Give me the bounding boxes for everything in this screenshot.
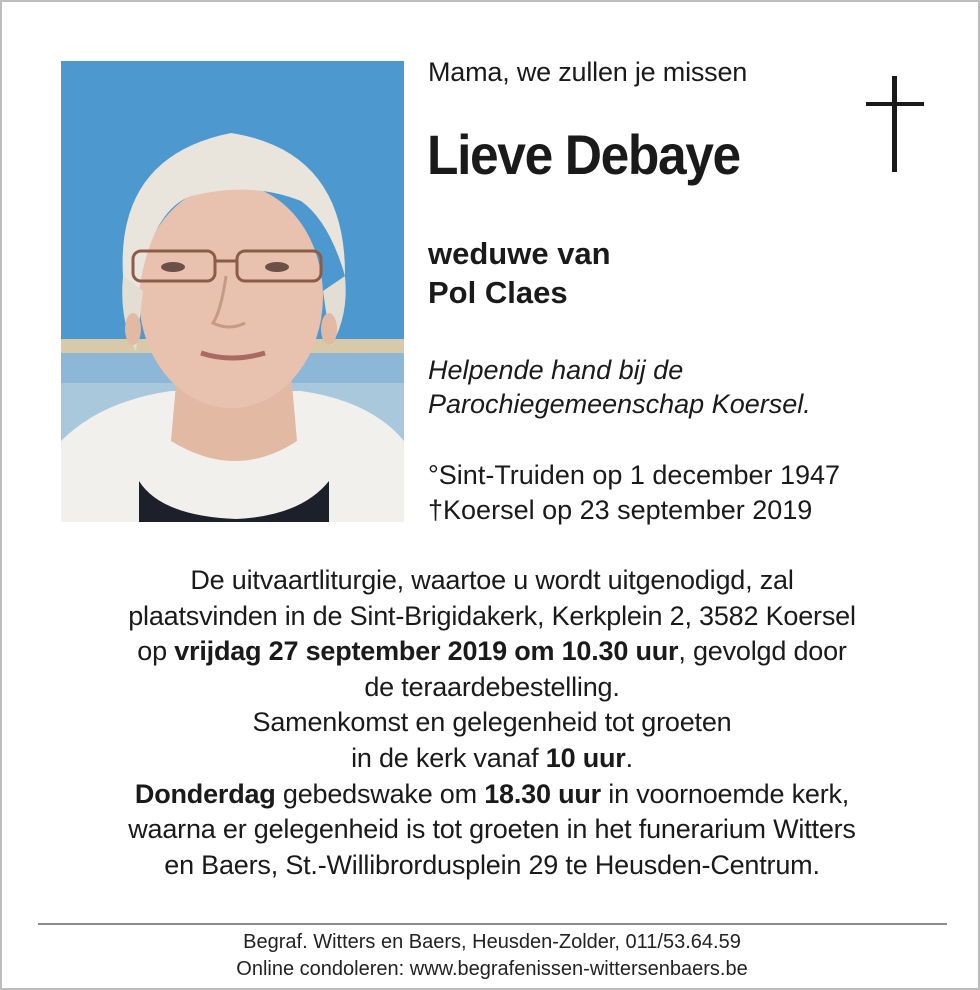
footer [42, 929, 942, 983]
tagline: Mama, we zullen je missen [428, 57, 748, 87]
details-line [42, 777, 942, 813]
details-line: De uitvaartliturgie, waartoe u wordt uitgenodigd, zal [190, 565, 794, 595]
portrait-photo [61, 61, 404, 522]
details-line [42, 741, 942, 777]
birth-date: °Sint-Truiden op 1 december 1947 [428, 460, 841, 490]
death-date-line [428, 493, 840, 528]
details-text: gebedswake om [275, 778, 485, 809]
latin-cross-icon [866, 76, 924, 176]
details-text: , gevolgd door [678, 636, 847, 667]
condolence-link[interactable]: Online condoleren: www.begrafenissen-wittersenbaers.be [236, 958, 748, 980]
details-text: in de kerk vanaf [351, 742, 546, 773]
details-line: en Baers, St.-Willibrordusplein 29 te Heusden-Centrum. [164, 849, 820, 880]
role-line-1: Helpende hand bij de [428, 355, 684, 385]
details-text: . [625, 742, 633, 773]
details-line: Samenkomst en gelegenheid tot groeten [252, 707, 732, 738]
details-line [42, 634, 942, 670]
details-line: de teraardebestelling. [364, 671, 620, 702]
details-line: plaatsvinden in de Sint-Brigidakerk, Kerkplein 2, 3582 Koersel [128, 600, 856, 631]
gathering-time: 10 uur [545, 742, 626, 773]
death-date: Koersel op 23 september 2019 [443, 495, 813, 525]
role-description [428, 353, 811, 421]
spouse-relation: weduwe van [428, 236, 611, 271]
role-line-2: Parochiegemeenschap Koersel. [428, 389, 811, 419]
funeral-details [42, 563, 942, 883]
funeral-datetime: vrijdag 27 september 2019 om 10.30 uur [174, 636, 679, 667]
life-dates [428, 458, 840, 528]
vigil-time: 18.30 uur [484, 778, 601, 809]
undertaker-info: Begraf. Witters en Baers, Heusden-Zolder, 011/53.64.59 [243, 931, 741, 953]
spouse-block [428, 234, 611, 312]
vigil-day: Donderdag [134, 778, 276, 809]
spouse-name: Pol Claes [428, 275, 568, 310]
details-text: in voornoemde kerk, [600, 778, 850, 809]
details-text: op [137, 636, 175, 667]
details-line: waarna er gelegenheid is tot groeten in het funerarium Witters [128, 814, 856, 845]
divider [38, 923, 947, 925]
dagger-icon: † [428, 495, 444, 525]
deceased-name: Lieve Debaye [427, 123, 740, 186]
